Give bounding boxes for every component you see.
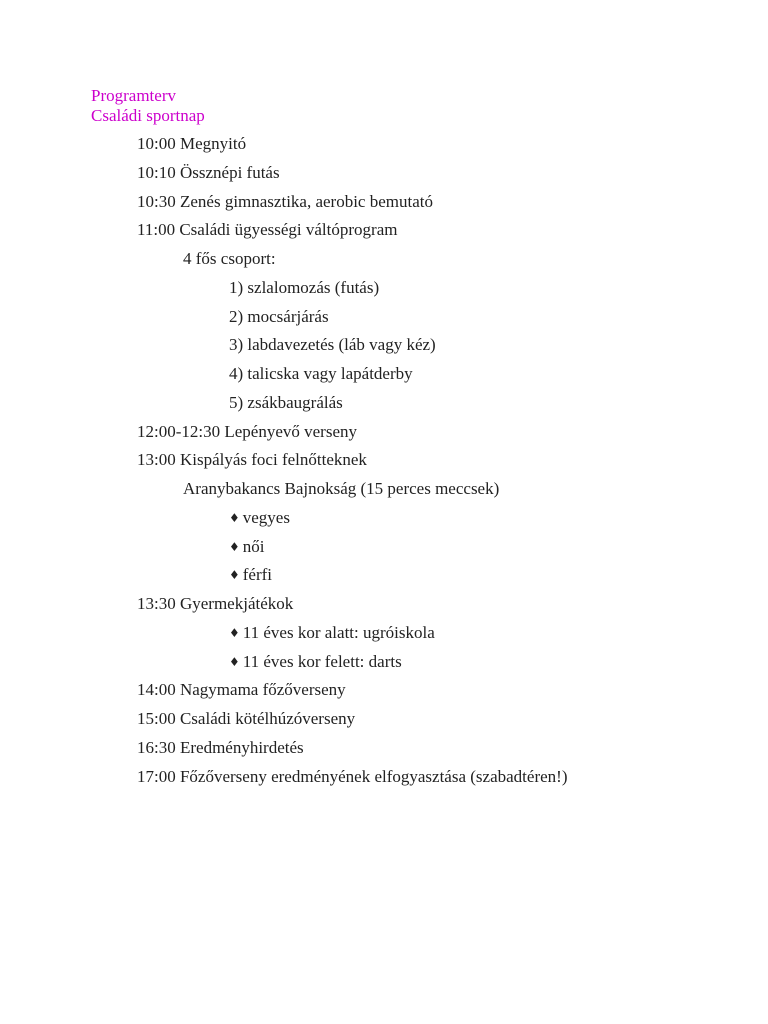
- schedule-item: [137, 163, 280, 183]
- schedule-item-text: férfi: [242, 565, 273, 585]
- schedule-item-text: 5) zsákbaugrálás: [229, 392, 343, 412]
- schedule-item-text: 10:00 Megnyitó: [137, 134, 247, 153]
- schedule-item: [137, 192, 433, 212]
- schedule-item-text: 12:00-12:30 Lepényevő verseny: [137, 421, 357, 441]
- schedule-item-text: női: [242, 536, 265, 556]
- bullet-item: [229, 623, 435, 643]
- schedule-subitem: [229, 307, 329, 327]
- schedule-item-text: 10:10 Össznépi futás: [137, 162, 280, 182]
- schedule-item-text: 11:00 Családi ügyességi váltóprogram: [137, 220, 398, 240]
- schedule-item: [137, 220, 397, 240]
- schedule-item-text: 11 éves kor alatt: ugróiskola: [242, 622, 435, 642]
- schedule-item-text: Aranybakancs Bajnokság (15 perces meccsek): [183, 479, 500, 498]
- schedule-item: [137, 709, 355, 729]
- diamond-bullet-icon: ♦: [229, 625, 240, 640]
- schedule-item: [137, 680, 346, 700]
- schedule-item-text: 14:00 Nagymama főzőverseny: [137, 680, 346, 700]
- bullet-item: [229, 508, 290, 528]
- schedule-item: [137, 767, 567, 787]
- schedule-item-text: 13:00 Kispályás foci felnőtteknek: [137, 450, 367, 470]
- schedule-item-text: 17:00 Főzőverseny eredményének elfogyasztása (szabadtéren!): [137, 766, 568, 786]
- schedule-item: [137, 594, 293, 614]
- document-title: Programterv: [91, 86, 176, 105]
- bullet-item: [229, 537, 265, 557]
- diamond-bullet-icon: ♦: [229, 568, 240, 583]
- schedule-subitem: [229, 364, 413, 384]
- diamond-bullet-icon: ♦: [229, 539, 240, 554]
- schedule-item-text: 10:30 Zenés gimnasztika, aerobic bemutató: [137, 191, 433, 211]
- schedule-subitem: [183, 249, 276, 269]
- schedule-item-text: 2) mocsárjárás: [229, 306, 329, 326]
- schedule-item: [137, 450, 367, 470]
- schedule-subitem: [183, 479, 499, 499]
- bullet-item: [229, 652, 402, 672]
- schedule-item: [137, 134, 246, 154]
- schedule-item-text: 13:30 Gyermekjátékok: [137, 594, 294, 613]
- schedule-item-text: vegyes: [242, 507, 290, 527]
- schedule-item-text: 11 éves kor felett: darts: [242, 651, 402, 671]
- schedule-item: [137, 422, 357, 442]
- bullet-item: [229, 565, 272, 585]
- schedule-item-text: 15:00 Családi kötélhúzóverseny: [137, 709, 356, 728]
- schedule-item-text: 4) talicska vagy lapátderby: [229, 364, 413, 383]
- diamond-bullet-icon: ♦: [229, 510, 240, 525]
- schedule-item-text: 3) labdavezetés (láb vagy kéz): [229, 335, 436, 355]
- schedule-item-text: 4 fős csoport:: [183, 249, 276, 268]
- schedule-item-text: 1) szlalomozás (futás): [229, 277, 380, 297]
- document-subtitle: Családi sportnap: [91, 106, 205, 125]
- schedule-subitem: [229, 393, 343, 413]
- schedule-item-text: 16:30 Eredményhirdetés: [137, 737, 304, 757]
- diamond-bullet-icon: ♦: [229, 654, 240, 669]
- schedule-item: [137, 738, 304, 758]
- schedule-subitem: [229, 278, 379, 298]
- schedule-subitem: [229, 335, 436, 355]
